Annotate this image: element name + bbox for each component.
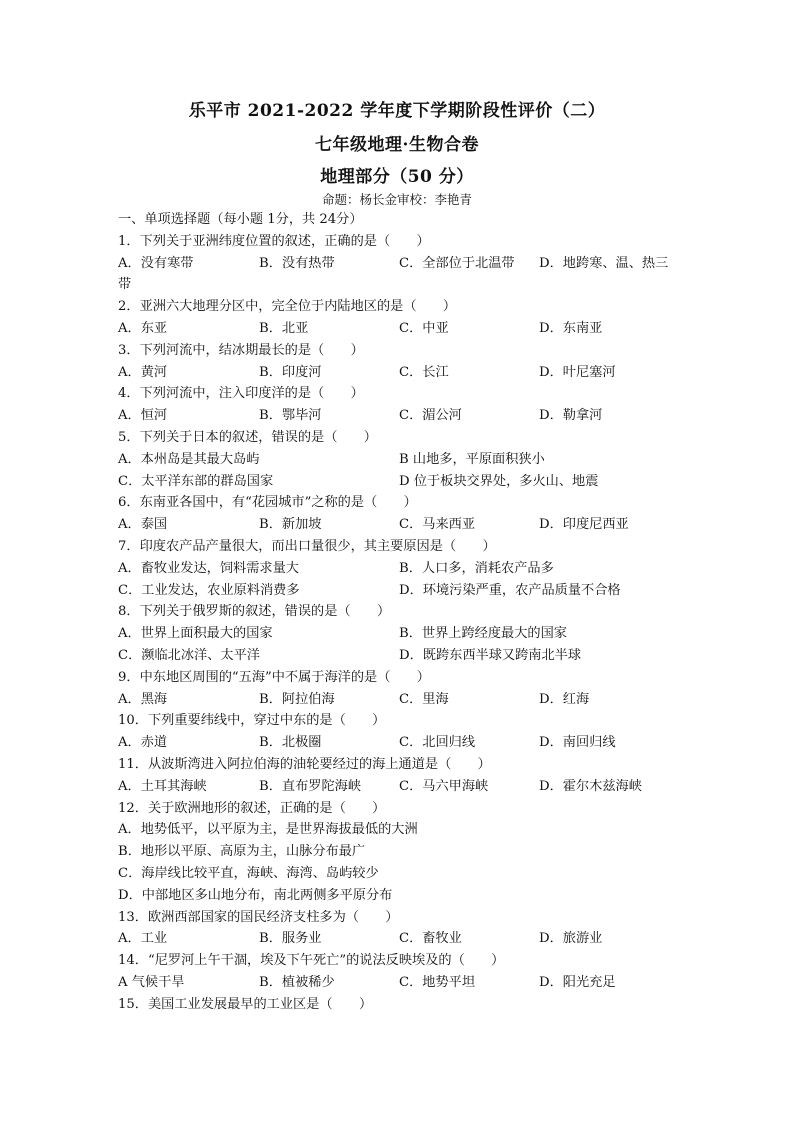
question-6-stem: 6．东南亚各国中，有“花园城市”之称的是（ ）	[118, 495, 417, 511]
option-a: A．黄河	[118, 364, 168, 380]
option-c: C．太平洋东部的群岛国家	[118, 473, 274, 489]
question-2-options	[118, 318, 698, 340]
option-d: D．中部地区多山地分布，南北两侧多平原分布	[118, 887, 393, 903]
option-d: D．既跨东西半球又跨南北半球	[399, 647, 582, 663]
question-13-stem: 13．欧洲西部国家的国民经济支柱多为（ ）	[118, 909, 399, 925]
option-c: C．工业发达，农业原料消费多	[118, 582, 300, 598]
option-b: B．北极圈	[259, 735, 322, 751]
option-d: D．南回归线	[539, 735, 616, 751]
option-d: D．霍尔木兹海峡	[539, 778, 642, 794]
option-a: A．恒河	[118, 408, 168, 424]
option-a: A．东亚	[118, 320, 168, 336]
option-a: A 气候干旱	[118, 974, 185, 990]
option-a: A．工业	[118, 931, 168, 947]
option-c: C．长江	[399, 364, 449, 380]
option-c: C．北回归线	[399, 735, 476, 751]
option-d: D．旅游业	[539, 931, 603, 947]
option-a: A．本州岛是其最大岛屿	[118, 451, 260, 467]
option-c: C．畜牧业	[399, 931, 462, 947]
option-b: B．阿拉伯海	[259, 691, 335, 707]
option-c: C．湄公河	[399, 408, 462, 424]
option-c: C．全部位于北温带	[399, 255, 515, 271]
question-10-options	[118, 732, 698, 754]
question-8-stem: 8．下列关于俄罗斯的叙述，错误的是（ ）	[118, 604, 391, 620]
option-b: B．地形以平原、高原为主，山脉分布最广	[118, 844, 366, 860]
option-c: C．濒临北冰洋、太平洋	[118, 647, 260, 663]
option-c: C．里海	[399, 691, 449, 707]
question-15-stem: 15．美国工业发展最早的工业区是（ ）	[118, 996, 373, 1012]
question-5-stem: 5．下列关于日本的叙述，错误的是（ ）	[118, 429, 377, 445]
option-d: D．环境污染严重，农产品质量不合格	[399, 582, 621, 598]
option-d: D．叶尼塞河	[539, 364, 616, 380]
option-a: A．黑海	[118, 691, 168, 707]
option-a: A．没有寒带	[118, 255, 194, 271]
question-7-options-ab	[118, 558, 698, 580]
option-c: C．马六甲海峡	[399, 778, 489, 794]
question-4-stem: 4．下列河流中，注入印度洋的是（ ）	[118, 386, 364, 402]
question-11-stem: 11．从波斯湾进入阿拉伯海的油轮要经过的海上通道是（ ）	[118, 756, 491, 772]
question-5-options-ab	[118, 449, 698, 471]
option-b: B 山地多，平原面积狭小	[399, 451, 545, 467]
exam-title: 乐平市 2021-2022 学年度下学期阶段性评价（二）	[188, 101, 606, 121]
question-list	[118, 209, 698, 1015]
option-b: B．植被稀少	[259, 974, 335, 990]
option-c: C．海岸线比较平直，海峡、海湾、岛屿较少	[118, 865, 379, 881]
option-b: B．人口多，消耗农产品多	[399, 560, 554, 576]
option-a: A．地势低平，以平原为主，是世界海拔最低的大洲	[118, 822, 418, 838]
option-b: B．北亚	[259, 320, 309, 336]
question-11-options	[118, 776, 698, 798]
option-b: B．服务业	[259, 931, 322, 947]
question-8-options-ab	[118, 623, 698, 645]
question-12-stem: 12．关于欧洲地形的叙述，正确的是（ ）	[118, 800, 386, 816]
option-b: B．印度河	[259, 364, 322, 380]
option-d: D．东南亚	[539, 320, 603, 336]
question-9-options	[118, 689, 698, 711]
question-10-stem: 10．下列重要纬线中，穿过中东的是（ ）	[118, 713, 386, 729]
option-c: C．中亚	[399, 320, 449, 336]
option-c: C．地势平坦	[399, 974, 476, 990]
option-d: D．印度尼西亚	[539, 517, 629, 533]
question-6-options	[118, 514, 698, 536]
option-d: D．红海	[539, 691, 590, 707]
option-a: A．畜牧业发达，饲料需求量大	[118, 560, 299, 576]
question-8-options-cd	[118, 645, 698, 667]
option-d: D．勒拿河	[539, 408, 603, 424]
question-4-options	[118, 405, 698, 427]
option-c: C．马来西亚	[399, 517, 476, 533]
author-credit: 命题：杨长金审校：李艳青	[321, 192, 472, 207]
section-title: 地理部分（50 分）	[320, 167, 474, 187]
question-3-options	[118, 362, 698, 384]
option-b: B．没有热带	[259, 255, 335, 271]
option-a: A．泰国	[118, 517, 168, 533]
question-2-stem: 2．亚洲六大地理分区中，完全位于内陆地区的是（ ）	[118, 299, 457, 315]
option-b: B．直布罗陀海峡	[259, 778, 362, 794]
option-b: B．新加坡	[259, 517, 322, 533]
option-a: A．世界上面积最大的国家	[118, 626, 273, 642]
question-1-options	[118, 253, 698, 275]
option-d-continued: 带	[118, 277, 132, 293]
question-5-options-cd	[118, 471, 698, 493]
option-b: B．世界上跨经度最大的国家	[399, 626, 567, 642]
option-d: D．阳光充足	[539, 974, 616, 990]
question-9-stem: 9．中东地区周围的“五海”中不属于海洋的是（ ）	[118, 669, 430, 685]
section-heading: 一、单项选择题（每小题 1分，共 24分）	[118, 212, 363, 227]
exam-subtitle: 七年级地理·生物合卷	[315, 135, 479, 155]
question-14-options	[118, 972, 698, 994]
question-1-stem: 1．下列关于亚洲纬度位置的叙述，正确的是（ ）	[118, 233, 430, 249]
question-13-options	[118, 928, 698, 950]
option-a: A．土耳其海峡	[118, 778, 207, 794]
option-d: D 位于板块交界处，多火山、地震	[399, 473, 599, 489]
option-a: A．赤道	[118, 735, 168, 751]
question-3-stem: 3．下列河流中，结冰期最长的是（ ）	[118, 342, 364, 358]
question-7-stem: 7．印度农产品产量很大，而出口量很少，其主要原因是（ ）	[118, 538, 496, 554]
option-d: D．地跨寒、温、热三	[539, 255, 669, 271]
question-7-options-cd	[118, 580, 698, 602]
question-14-stem: 14．“尼罗河上午干涸，埃及下午死亡”的说法反映埃及的（ ）	[118, 953, 505, 969]
option-b: B．鄂毕河	[259, 408, 322, 424]
